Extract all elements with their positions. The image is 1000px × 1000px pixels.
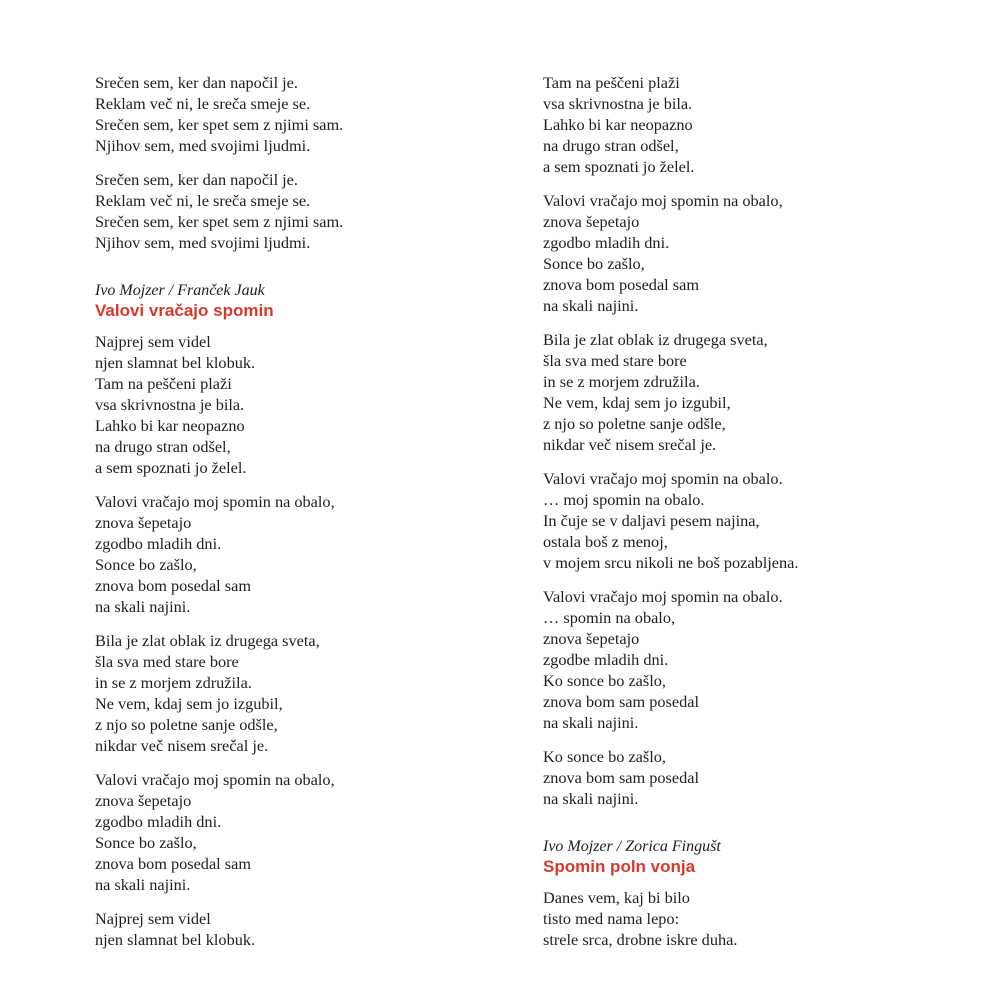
lyric-line: na drugo stran odšel,	[543, 136, 679, 155]
song-spomin-poln-vonja	[543, 837, 963, 950]
left-column	[95, 72, 495, 963]
lyric-line: Reklam več ni, le sreča smeje se.	[95, 191, 311, 210]
lyric-line: Ko sonce bo zašlo,	[543, 747, 666, 766]
lyric-line: Srečen sem, ker dan napočil je.	[95, 73, 298, 92]
song-title: Valovi vračajo spomin	[95, 301, 274, 320]
lyric-line: na drugo stran odšel,	[95, 437, 231, 456]
stanza	[543, 190, 963, 316]
lyric-line: znova šepetajo	[543, 212, 640, 231]
lyric-line: Sonce bo zašlo,	[543, 254, 645, 273]
lyric-line: znova šepetajo	[95, 791, 192, 810]
lyric-line: na skali najini.	[543, 713, 639, 732]
lyric-line: tisto med nama lepo:	[543, 909, 680, 928]
lyric-line: Srečen sem, ker spet sem z njimi sam.	[95, 212, 344, 231]
lyric-line: Valovi vračajo moj spomin na obalo.	[543, 469, 783, 488]
stanza	[543, 887, 963, 950]
lyric-line: zgodbo mladih dni.	[543, 233, 670, 252]
lyric-line: strele srca, drobne iskre duha.	[543, 930, 738, 949]
lyric-line: vsa skrivnostna je bila.	[543, 94, 693, 113]
lyric-line: šla sva med stare bore	[95, 652, 239, 671]
lyric-line: … moj spomin na obalo.	[543, 490, 705, 509]
lyric-line: nikdar več nisem srečal je.	[95, 736, 269, 755]
lyric-line: Srečen sem, ker dan napočil je.	[95, 170, 298, 189]
right-column	[543, 72, 963, 963]
lyric-line: Sonce bo zašlo,	[95, 555, 197, 574]
song-valovi-vracajo-spomin	[95, 281, 495, 950]
lyric-line: z njo so poletne sanje odšle,	[543, 414, 726, 433]
stanza	[95, 169, 495, 253]
stanza	[543, 72, 963, 177]
lyric-line: na skali najini.	[95, 875, 191, 894]
lyric-line: Tam na peščeni plaži	[95, 374, 232, 393]
lyric-line: Njihov sem, med svojimi ljudmi.	[95, 233, 311, 252]
song-title: Spomin poln vonja	[543, 857, 696, 876]
lyric-line: Srečen sem, ker spet sem z njimi sam.	[95, 115, 344, 134]
intro-lyrics	[95, 72, 495, 253]
lyric-line: Sonce bo zašlo,	[95, 833, 197, 852]
stanza	[95, 491, 495, 617]
lyric-line: zgodbo mladih dni.	[95, 534, 222, 553]
lyric-line: Ne vem, kdaj sem jo izgubil,	[543, 393, 731, 412]
lyric-line: znova bom posedal sam	[95, 854, 251, 873]
lyric-line: nikdar več nisem srečal je.	[543, 435, 717, 454]
lyric-line: znova šepetajo	[95, 513, 192, 532]
lyric-line: znova bom posedal sam	[95, 576, 251, 595]
lyric-line: njen slamnat bel klobuk.	[95, 930, 256, 949]
stanza	[95, 331, 495, 478]
lyric-line: Reklam več ni, le sreča smeje se.	[95, 94, 311, 113]
lyric-line: Najprej sem videl	[95, 332, 211, 351]
lyric-line: njen slamnat bel klobuk.	[95, 353, 256, 372]
lyric-line: a sem spoznati jo želel.	[543, 157, 695, 176]
lyric-line: zgodbo mladih dni.	[95, 812, 222, 831]
stanza	[543, 746, 963, 809]
lyric-line: Tam na peščeni plaži	[543, 73, 680, 92]
lyric-line: in se z morjem združila.	[543, 372, 700, 391]
lyric-line: Lahko bi kar neopazno	[543, 115, 693, 134]
stanza	[95, 908, 495, 950]
lyric-line: Bila je zlat oblak iz drugega sveta,	[95, 631, 320, 650]
lyric-line: Ne vem, kdaj sem jo izgubil,	[95, 694, 283, 713]
lyric-line: In čuje se v daljavi pesem najina,	[543, 511, 760, 530]
lyric-line: vsa skrivnostna je bila.	[95, 395, 245, 414]
lyric-line: ostala boš z menoj,	[543, 532, 668, 551]
lyric-line: znova bom posedal sam	[543, 275, 699, 294]
lyric-line: v mojem srcu nikoli ne boš pozabljena.	[543, 553, 799, 572]
stanza	[95, 769, 495, 895]
lyric-line: a sem spoznati jo želel.	[95, 458, 247, 477]
lyric-line: na skali najini.	[543, 789, 639, 808]
lyric-line: Valovi vračajo moj spomin na obalo,	[95, 770, 335, 789]
lyric-line: Bila je zlat oblak iz drugega sveta,	[543, 330, 768, 349]
stanza	[543, 329, 963, 455]
lyric-line: šla sva med stare bore	[543, 351, 687, 370]
lyric-line: Ko sonce bo zašlo,	[543, 671, 666, 690]
lyric-line: … spomin na obalo,	[543, 608, 676, 627]
lyric-line: z njo so poletne sanje odšle,	[95, 715, 278, 734]
song-author: Ivo Mojzer / Franček Jauk	[95, 282, 265, 299]
lyric-line: in se z morjem združila.	[95, 673, 252, 692]
lyric-line: na skali najini.	[543, 296, 639, 315]
lyric-line: Valovi vračajo moj spomin na obalo,	[95, 492, 335, 511]
lyric-line: na skali najini.	[95, 597, 191, 616]
lyric-line: znova bom sam posedal	[543, 768, 699, 787]
lyric-line: znova šepetajo	[543, 629, 640, 648]
song-author: Ivo Mojzer / Zorica Fingušt	[543, 838, 721, 855]
lyric-line: Valovi vračajo moj spomin na obalo,	[543, 191, 783, 210]
stanza	[95, 72, 495, 156]
lyric-line: Danes vem, kaj bi bilo	[543, 888, 690, 907]
lyric-line: Lahko bi kar neopazno	[95, 416, 245, 435]
lyric-line: Najprej sem videl	[95, 909, 211, 928]
lyric-line: zgodbe mladih dni.	[543, 650, 669, 669]
stanza	[543, 468, 963, 573]
lyric-line: Valovi vračajo moj spomin na obalo.	[543, 587, 783, 606]
stanza	[95, 630, 495, 756]
lyric-line: Njihov sem, med svojimi ljudmi.	[95, 136, 311, 155]
stanza	[543, 586, 963, 733]
lyric-line: znova bom sam posedal	[543, 692, 699, 711]
continued-lyrics	[543, 72, 963, 809]
